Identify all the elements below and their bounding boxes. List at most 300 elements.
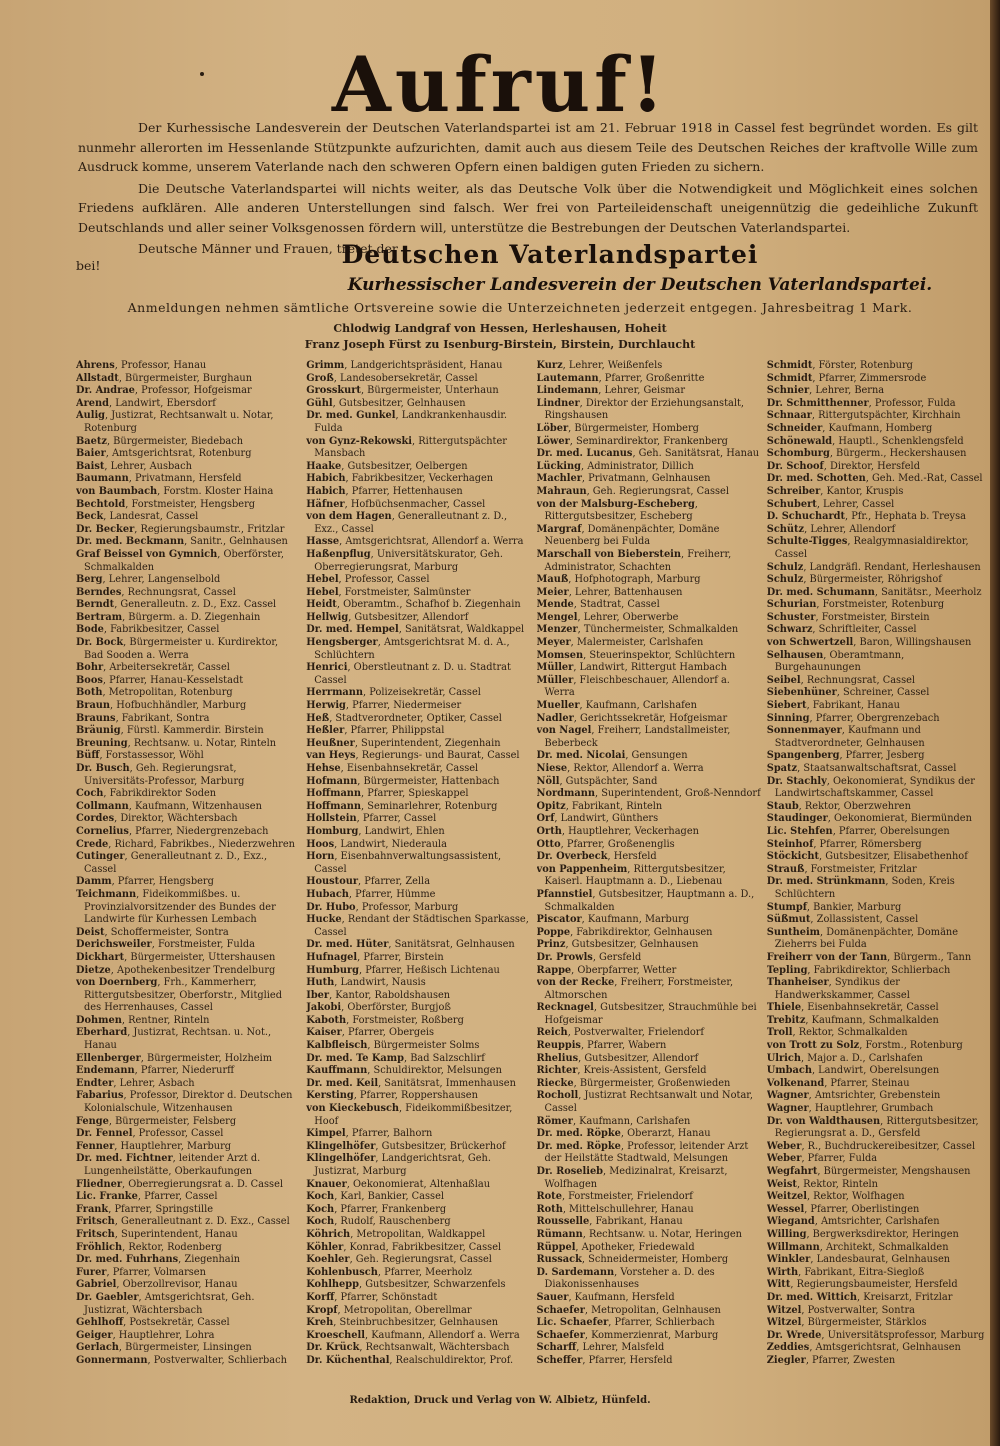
signatory-entry	[306, 788, 530, 801]
signatories-column-1	[76, 360, 300, 1365]
signatory-name: Breuning	[76, 737, 128, 749]
signatory-name: von Baumbach	[76, 485, 158, 497]
signatory-details: , Amtsrichter, Carlshafen	[814, 1216, 940, 1228]
signatory-entry	[767, 1040, 991, 1053]
signatory-details: , Pfarrer, Jesberg	[839, 750, 925, 762]
signatory-details: , Oekonomierat, Altenhaßlau	[346, 1178, 491, 1190]
signatory-name: Rote	[536, 1191, 562, 1203]
signatory-name: Crede	[76, 838, 109, 850]
signatory-name: Dr. med. Nicolai	[536, 750, 626, 762]
signatory-name: Baetz	[76, 435, 107, 447]
signatory-name: Poppe	[536, 926, 571, 938]
signatory-entry	[76, 965, 300, 978]
signatory-name: Volkenand	[766, 1077, 825, 1089]
signatory-entry	[537, 1229, 761, 1242]
signatory-name: Klingelhöfer	[306, 1153, 376, 1165]
signatory-name: Schneider	[766, 422, 823, 434]
signatory-name: von Schwertzell	[766, 637, 854, 649]
signatory-entry	[767, 1103, 991, 1116]
signatory-entry	[306, 1229, 530, 1242]
signatory-details: , Oberregierungsrat a. D. Cassel	[122, 1178, 283, 1190]
signatory-entry	[76, 385, 300, 398]
signatory-details: , Pfarrer, Volmarsen	[106, 1266, 206, 1278]
signatory-entry	[767, 864, 991, 877]
signatory-name: Hubach	[306, 888, 349, 900]
signatory-entry	[767, 360, 991, 373]
signatory-details: , Bad Salzschlirf	[404, 1052, 485, 1064]
signatory-details: , Malermeister, Carlshafen	[570, 637, 704, 649]
signatory-details: , Kaufmann, Carlshafen	[579, 700, 697, 712]
signatory-entry	[306, 1103, 530, 1128]
signatory-details: , Fideikommißbes. u. Provinzialvorsitzender des Bundes der Landwirte für Kurhessen Lembach	[84, 888, 276, 926]
signatory-details: , Administrator, Dillich	[580, 460, 694, 472]
signatory-details: , Generalleutnant z. D., Exz., Cassel	[314, 511, 508, 535]
signatory-entry	[767, 1179, 991, 1192]
signatory-name: Scharff	[536, 1342, 577, 1354]
signatory-name: Willing	[766, 1228, 807, 1240]
signatory-name: Zeddies	[766, 1342, 810, 1354]
signatory-entry	[76, 499, 300, 512]
signatory-name: Müller	[536, 674, 574, 686]
signatory-details: , Pfarrer, Schlierbach	[608, 1317, 715, 1329]
signatory-entry	[76, 675, 300, 688]
signatory-name: Braun	[76, 700, 111, 712]
signatory-name: Dr. med. Fichtner	[76, 1153, 173, 1165]
signatory-name: Fenner	[76, 1140, 115, 1152]
signatory-name: Kersting	[306, 1090, 354, 1102]
signatory-entry	[537, 373, 761, 386]
signatory-details: , Metropolitan, Gelnhausen	[584, 1304, 721, 1316]
signatory-name: Lic. Schaefer	[536, 1317, 609, 1329]
signatory-name: von Nagel	[536, 725, 592, 737]
signatory-details: , Frh., Kammerherr, Rittergutsbesitzer, Oberforstr., Mitglied des Herrenhauses, Cassel	[84, 977, 282, 1014]
signatory-entry	[767, 839, 991, 852]
signatory-entry	[306, 1128, 530, 1141]
signatory-entry	[306, 687, 530, 700]
signatory-name: Graf Beissel von Gymnich	[76, 548, 218, 560]
signatory-entry	[306, 1279, 530, 1292]
signatory-entry	[306, 1090, 530, 1103]
signatory-details: , Pfarrer, Cassel	[137, 1191, 218, 1203]
signatory-details: , Amtsgerichtsrat M. d. A., Schlüchtern	[314, 637, 510, 661]
signatory-name: Dr. med. Schotten	[766, 473, 866, 485]
signatory-entry	[767, 1065, 991, 1078]
signatory-name: Schaefer	[536, 1304, 585, 1316]
signatory-details: , Justizrat, Rechtsan. u. Not., Hanau	[84, 1027, 272, 1052]
signatory-name: Frank	[76, 1203, 109, 1215]
signatory-entry	[767, 473, 991, 486]
signatory-entry	[767, 675, 991, 688]
signatory-details: , Rechtsanw. u. Notar, Rinteln	[127, 737, 277, 749]
signatory-entry	[306, 990, 530, 1003]
signatory-details: , Gutspächter, Sand	[559, 775, 658, 787]
signatory-name: Collmann	[76, 800, 129, 812]
signatory-name: Mende	[536, 599, 574, 611]
signatory-details: , Schuldirektor, Melsungen	[367, 1065, 502, 1077]
signatory-details: , Geh. Regierungsrat, Cassel	[349, 1254, 492, 1266]
signatory-details: , Rendant der Städtischen Sparkasse, Cassel	[314, 914, 529, 938]
signatory-details: , Landwirt, Günthers	[554, 813, 659, 825]
signatory-name: Witzel	[766, 1317, 802, 1329]
signatory-name: Arend	[76, 397, 109, 409]
signatory-name: Schönewald	[766, 435, 833, 447]
signatory-entry	[76, 1090, 300, 1115]
signatory-entry	[537, 587, 761, 600]
signatory-name: Piscator	[536, 914, 582, 926]
signatory-name: van Heys	[306, 750, 356, 762]
signatory-details: , Kantor, Kruspis	[820, 485, 904, 497]
signatory-entry	[306, 813, 530, 826]
signatory-entry	[76, 763, 300, 788]
signatory-details: , Bürgermeister, Großenwieden	[573, 1077, 731, 1089]
signatory-name: Weber	[766, 1153, 802, 1165]
signatory-entry	[76, 700, 300, 713]
signatory-entry	[76, 549, 300, 574]
signatory-name: Klingelhöfer	[306, 1140, 376, 1152]
signatory-entry	[76, 738, 300, 751]
signatory-details: , Gersfeld	[592, 951, 642, 963]
signatory-entry	[306, 612, 530, 625]
signatory-entry	[76, 448, 300, 461]
signatory-details: , Direktor der Erziehungsanstalt, Ringshausen	[544, 397, 745, 422]
signatory-details: , Gutsbesitzer, Elisabethenhof	[818, 851, 968, 863]
signatory-details: , Rektor, Rodenberg	[122, 1241, 222, 1253]
signatory-details: , Rittergutsbesitzer, Escheberg	[544, 498, 698, 523]
signatory-name: Spatz	[766, 763, 798, 774]
signatory-details: , Privatmann, Gelnhausen	[581, 473, 711, 485]
signatory-entry	[767, 1242, 991, 1255]
signatory-details: , Pfarrer, Zella	[358, 876, 431, 888]
signatory-name: Momsen	[536, 649, 584, 661]
signatory-name: Schaefer	[536, 1329, 585, 1341]
signatory-name: Staub	[766, 800, 799, 812]
signatory-name: Löber	[536, 422, 569, 434]
signatory-details: , Seminarlehrer, Rotenburg	[361, 800, 498, 812]
signatory-details: , Oberamtm., Schafhof b. Ziegenhain	[336, 599, 521, 611]
signatory-name: Prinz	[536, 939, 566, 951]
signatory-details: , Superintendent, Hanau	[114, 1228, 238, 1240]
signatory-entry	[306, 1179, 530, 1192]
signatory-name: Witt	[766, 1279, 791, 1291]
signatory-name: Fliedner	[76, 1178, 122, 1190]
signatory-details: , Rittergutsbesitzer, Kaiserl. Hauptmann a. D., Liebenau	[544, 863, 726, 888]
signatory-entry	[767, 1279, 991, 1292]
signatory-name: Mauß	[536, 574, 569, 586]
signatory-entry	[537, 977, 761, 1002]
signatory-details: , Forstmeister, Fulda	[151, 939, 255, 951]
signatory-name: Witzel	[766, 1304, 802, 1316]
signatory-details: , Förster, Rotenburg	[812, 360, 913, 371]
signatory-entry	[537, 448, 761, 461]
signatory-name: Margraf	[536, 523, 582, 535]
signatory-details: , Gerichtssekretär, Hofgeismar	[573, 712, 728, 724]
signatory-name: Dr. Bock	[76, 637, 124, 649]
signatory-entry	[306, 1242, 530, 1255]
signatory-name: Wagner	[766, 1090, 809, 1102]
signatory-name: Heidt	[306, 599, 337, 611]
signatory-entry	[767, 1002, 991, 1015]
signatory-entry	[306, 725, 530, 738]
signatory-details: , Hersfeld	[607, 851, 657, 863]
signatory-name: Kropf	[306, 1304, 338, 1316]
signatory-details: , Gensungen	[625, 750, 688, 762]
signatory-entry	[76, 1292, 300, 1317]
signatory-name: Troll	[766, 1027, 793, 1039]
signatory-name: Meyer	[536, 637, 571, 649]
signatory-entry	[537, 461, 761, 474]
signatories-column-3	[537, 360, 761, 1365]
signatory-entry	[76, 788, 300, 801]
signatory-name: Dr. med. Hüter	[306, 939, 389, 951]
signatory-name: Dr. Stachly	[766, 775, 827, 787]
signatory-entry	[767, 1305, 991, 1318]
signatory-name: Fritsch	[76, 1216, 115, 1228]
signatory-details: , Pfarrer, Oberlistingen	[804, 1203, 920, 1215]
signatory-entry	[537, 1128, 761, 1141]
signatory-details: , leitender Arzt d. Lungenheilstätte, Oberkaufungen	[84, 1153, 261, 1177]
signatory-entry	[76, 1229, 300, 1242]
signatory-entry	[306, 599, 530, 612]
signatory-details: , Soden, Kreis Schlüchtern	[774, 876, 955, 900]
signatory-entry	[306, 1040, 530, 1053]
signatory-name: Kohlhepp	[306, 1279, 359, 1291]
signatory-entry	[537, 1090, 761, 1115]
signatory-details: , Gutsbesitzer, Allendorf	[348, 611, 469, 623]
signatory-entry	[76, 939, 300, 952]
signatory-details: , Pfarrer, Balhorn	[345, 1128, 433, 1140]
signatory-details: , Bürgerm., Heckershausen	[829, 448, 967, 460]
signatory-details: , Fabrikant, Rinteln	[565, 800, 663, 812]
signatory-details: , Schneidermeister, Homberg	[581, 1254, 729, 1266]
membership-note: Anmeldungen nehmen sämtliche Ortsvereine sowie die Unterzeichneten jederzeit entgegen. Jahresbeitrag 1 Mark.	[127, 300, 913, 315]
signatory-entry	[76, 826, 300, 839]
signatory-entry	[767, 1166, 991, 1179]
signatory-details: , Realschuldirektor, Prof.	[389, 1354, 514, 1365]
signatory-details: , Universitätskurator, Geh. Oberregierungsrat, Marburg	[314, 548, 503, 573]
signatory-name: Haßenpflug	[306, 548, 371, 560]
signatory-name: Siebenhüner	[766, 687, 837, 699]
signatory-entry	[767, 599, 991, 612]
signatory-details: , Professor, Hanau	[114, 360, 207, 371]
signatory-details: , Hauptlehrer, Grumbach	[808, 1103, 934, 1115]
signatory-name: Römer	[536, 1115, 573, 1127]
signatory-entry	[76, 1317, 300, 1330]
signatory-name: Rhelius	[536, 1052, 579, 1064]
signatory-entry	[306, 750, 530, 763]
signatory-name: Weber	[766, 1140, 802, 1152]
signatory-entry	[306, 1053, 530, 1066]
signatory-entry	[306, 826, 530, 839]
signatory-name: D. Sardemann	[536, 1266, 615, 1278]
signatory-entry	[76, 1355, 300, 1365]
signatory-name: von Kieckebusch	[306, 1103, 400, 1115]
signatory-name: Stumpf	[766, 901, 807, 913]
signatory-entry	[537, 549, 761, 574]
signatory-name: Wegfahrt	[766, 1166, 818, 1177]
signatory-entry	[306, 587, 530, 600]
signatory-name: Dr. med. Gunkel	[306, 410, 396, 422]
signatory-details: , Fabrikdirektor, Gelnhausen	[570, 926, 713, 938]
signatory-details: , Pfarrer, Hettenhausen	[345, 485, 463, 497]
signatory-name: Orth	[536, 825, 562, 837]
signatory-details: , Pfarrer, Zwesten	[805, 1354, 896, 1365]
signatory-entry	[767, 499, 991, 512]
signatory-entry	[767, 700, 991, 713]
signatory-details: , Bankier, Marburg	[806, 901, 902, 913]
signatory-name: Jakobi	[306, 1002, 342, 1014]
signatory-name: Grimm	[306, 360, 345, 371]
signatory-entry	[767, 410, 991, 423]
signatory-entry	[767, 1216, 991, 1229]
signatory-details: , Lehrer, Weißenfels	[562, 360, 663, 371]
signatory-name: Dickhart	[76, 951, 125, 963]
signatory-details: , Sanitätsrat, Immenhausen	[378, 1077, 516, 1089]
signatory-name: Ziegler	[766, 1354, 806, 1365]
signatory-details: , Forstmeister, Rotenburg	[816, 599, 945, 611]
signatory-details: , Freiherr, Landstallmeister, Beberbeck	[544, 725, 731, 749]
signatory-entry	[306, 1015, 530, 1028]
signatory-entry	[767, 1330, 991, 1343]
signatory-entry	[306, 700, 530, 713]
signatory-name: Lautemann	[536, 372, 599, 384]
signatory-name: Allstadt	[76, 372, 119, 384]
signatory-details: , Kreisarzt, Fritzlar	[857, 1291, 953, 1303]
signatory-details: , Regierungsbaumeister, Hersfeld	[790, 1279, 958, 1291]
signatory-details: , Eisenbahnverwaltungsassistent, Cassel	[314, 851, 502, 875]
signatory-entry	[306, 398, 530, 411]
intro-paragraph-2: Die Deutsche Vaterlandspartei will nichts weiter, als das Deutsche Volk über die Notwendigkeit und Möglichkeit eines solchen Friedens aufklären. Alle anderen Unterstellungen sind falsch. Wer frei von Parteileidenschaft uneigennützig die gedeihliche Zukunft Deutschlands und aller seiner Volksgenossen fördern will, unterstütze die Bestrebungen der Deutschen Vaterlandspartei.	[78, 180, 978, 235]
signatory-entry	[306, 851, 530, 876]
signatory-details: , Landwirt, Oberelsungen	[811, 1065, 940, 1077]
signatory-name: Opitz	[536, 800, 566, 812]
signatory-name: Kimpel	[306, 1128, 346, 1140]
signatory-details: , Landgräfl. Rendant, Herleshausen	[803, 561, 981, 573]
signatory-entry	[306, 624, 530, 637]
signatory-entry	[306, 1204, 530, 1217]
signatory-entry	[537, 1292, 761, 1305]
signatory-details: , Geh. Regierungsrat, Universitäts-Professor, Marburg	[84, 763, 245, 787]
signatory-name: Häfner	[306, 498, 345, 510]
signatory-name: Dr. Gaebler	[76, 1291, 139, 1303]
signatory-name: Kreh	[306, 1317, 334, 1329]
signatory-details: , Amtsgerichtsrat, Gelnhausen	[809, 1342, 961, 1354]
signatory-name: D. Schuchardt	[766, 511, 845, 523]
signatory-details: , Forstmeister, Frielendorf	[561, 1191, 693, 1203]
signatory-name: Dr. Overbeck	[536, 851, 608, 863]
signatory-entry	[767, 750, 991, 763]
signatory-details: , Arbeitersekretär, Cassel	[103, 662, 230, 674]
signatory-entry	[537, 1216, 761, 1229]
signatory-name: Both	[76, 687, 103, 699]
signatory-name: Schulz	[766, 561, 804, 573]
signatory-entry	[537, 1053, 761, 1066]
signatory-entry	[76, 801, 300, 814]
signatory-details: , Pfarrer, Hengsberg	[111, 876, 214, 888]
signatory-entry	[306, 1267, 530, 1280]
signatory-entry	[76, 1267, 300, 1280]
signatory-name: Grosskurt	[306, 385, 361, 397]
signatory-name: Schurian	[766, 599, 817, 611]
signatory-details: , Fabrikant, Hanau	[806, 700, 900, 712]
signatory-details: , Pfarrer, Roppershausen	[353, 1090, 478, 1102]
signatory-details: , Bürgermeister, Röhrigshof	[803, 574, 942, 586]
signatory-details: , Pfarrer, Philippstal	[344, 725, 445, 737]
signatory-entry	[767, 902, 991, 915]
signatory-entry	[537, 801, 761, 814]
signatory-entry	[76, 1242, 300, 1255]
signatory-details: , Landwirt, Ebersdorf	[108, 397, 216, 409]
signatory-details: , Lehrer, Battenhausen	[568, 586, 683, 598]
signatory-entry	[767, 776, 991, 801]
signatory-entry	[537, 1254, 761, 1267]
signatory-details: , Kaufmann, Allendorf a. Werra	[364, 1329, 520, 1341]
signatory-details: , Fabrikant, Hanau	[589, 1216, 683, 1228]
signatory-details: , Lehrer, Geismar	[598, 385, 686, 397]
signatory-name: Scheffer	[536, 1354, 583, 1365]
signatory-name: Büff	[76, 750, 100, 762]
signatory-name: Fenge	[76, 1115, 109, 1127]
signatory-name: Berndt	[76, 599, 115, 611]
signatory-details: , Pfarrer, Obergrenzebach	[809, 712, 940, 724]
signatory-details: , Bürgermeister, Biedebach	[106, 435, 244, 447]
signatory-entry	[306, 461, 530, 474]
signatory-details: , Metropolitan, Rotenburg	[102, 687, 233, 699]
signatory-entry	[537, 473, 761, 486]
signatory-entry	[537, 637, 761, 650]
signatory-name: Sonnenmayer	[766, 725, 842, 737]
signatory-details: , Landesobersekretär, Cassel	[333, 372, 478, 384]
signatory-details: , Hauptlehrer, Veckerhagen	[561, 825, 699, 837]
signatory-name: Ulrich	[766, 1052, 801, 1064]
signatory-entry	[537, 776, 761, 789]
signatory-entry	[306, 713, 530, 726]
signatory-entry	[76, 1053, 300, 1066]
signatory-entry	[537, 1317, 761, 1330]
signatory-details: , Pfarrer, Zimmersrode	[812, 372, 927, 384]
signatory-details: , Forstmeister, Birstein	[815, 611, 930, 623]
signatory-entry	[76, 977, 300, 1015]
signatory-entry	[306, 473, 530, 486]
signatory-entry	[306, 662, 530, 687]
signatory-entry	[306, 385, 530, 398]
signatory-name: Koch	[306, 1216, 335, 1228]
signatory-entry	[537, 1204, 761, 1217]
signatory-details: , Rektor, Schmalkalden	[792, 1027, 908, 1039]
signatory-details: , Rentner, Rinteln	[121, 1014, 210, 1026]
signatory-entry	[76, 1065, 300, 1078]
signatory-entry	[76, 410, 300, 435]
signatory-details: , Kaufmann, Hersfeld	[568, 1291, 675, 1303]
signatory-details: , Rektor, Oberzwehren	[798, 800, 911, 812]
signatory-entry	[537, 1002, 761, 1027]
signatory-name: Teichmann	[76, 888, 137, 900]
signatory-name: Gühl	[306, 397, 333, 409]
signatory-name: Hufnagel	[306, 951, 358, 963]
signatory-entry	[767, 1204, 991, 1217]
signatory-details: , Bürgerm. a. D. Ziegenhain	[122, 611, 261, 623]
signatory-details: , Rechnungsrat, Cassel	[800, 674, 916, 686]
signatory-entry	[76, 1116, 300, 1129]
signatory-name: Reich	[536, 1027, 568, 1039]
signatory-name: Dr. von Waldthausen	[766, 1115, 881, 1127]
signatory-details: , Freiherr, Administrator, Schachten	[544, 548, 732, 573]
signatory-details: , Forstmeister, Fritzlar	[804, 863, 917, 875]
signatory-name: Dr. Andrae	[76, 385, 135, 397]
signatory-details: , Sanitätsr., Meerholz	[874, 586, 982, 598]
signatory-name: Koch	[306, 1191, 335, 1203]
signatory-name: Dr. med. Schumann	[766, 586, 875, 598]
signatory-entry	[767, 524, 991, 537]
